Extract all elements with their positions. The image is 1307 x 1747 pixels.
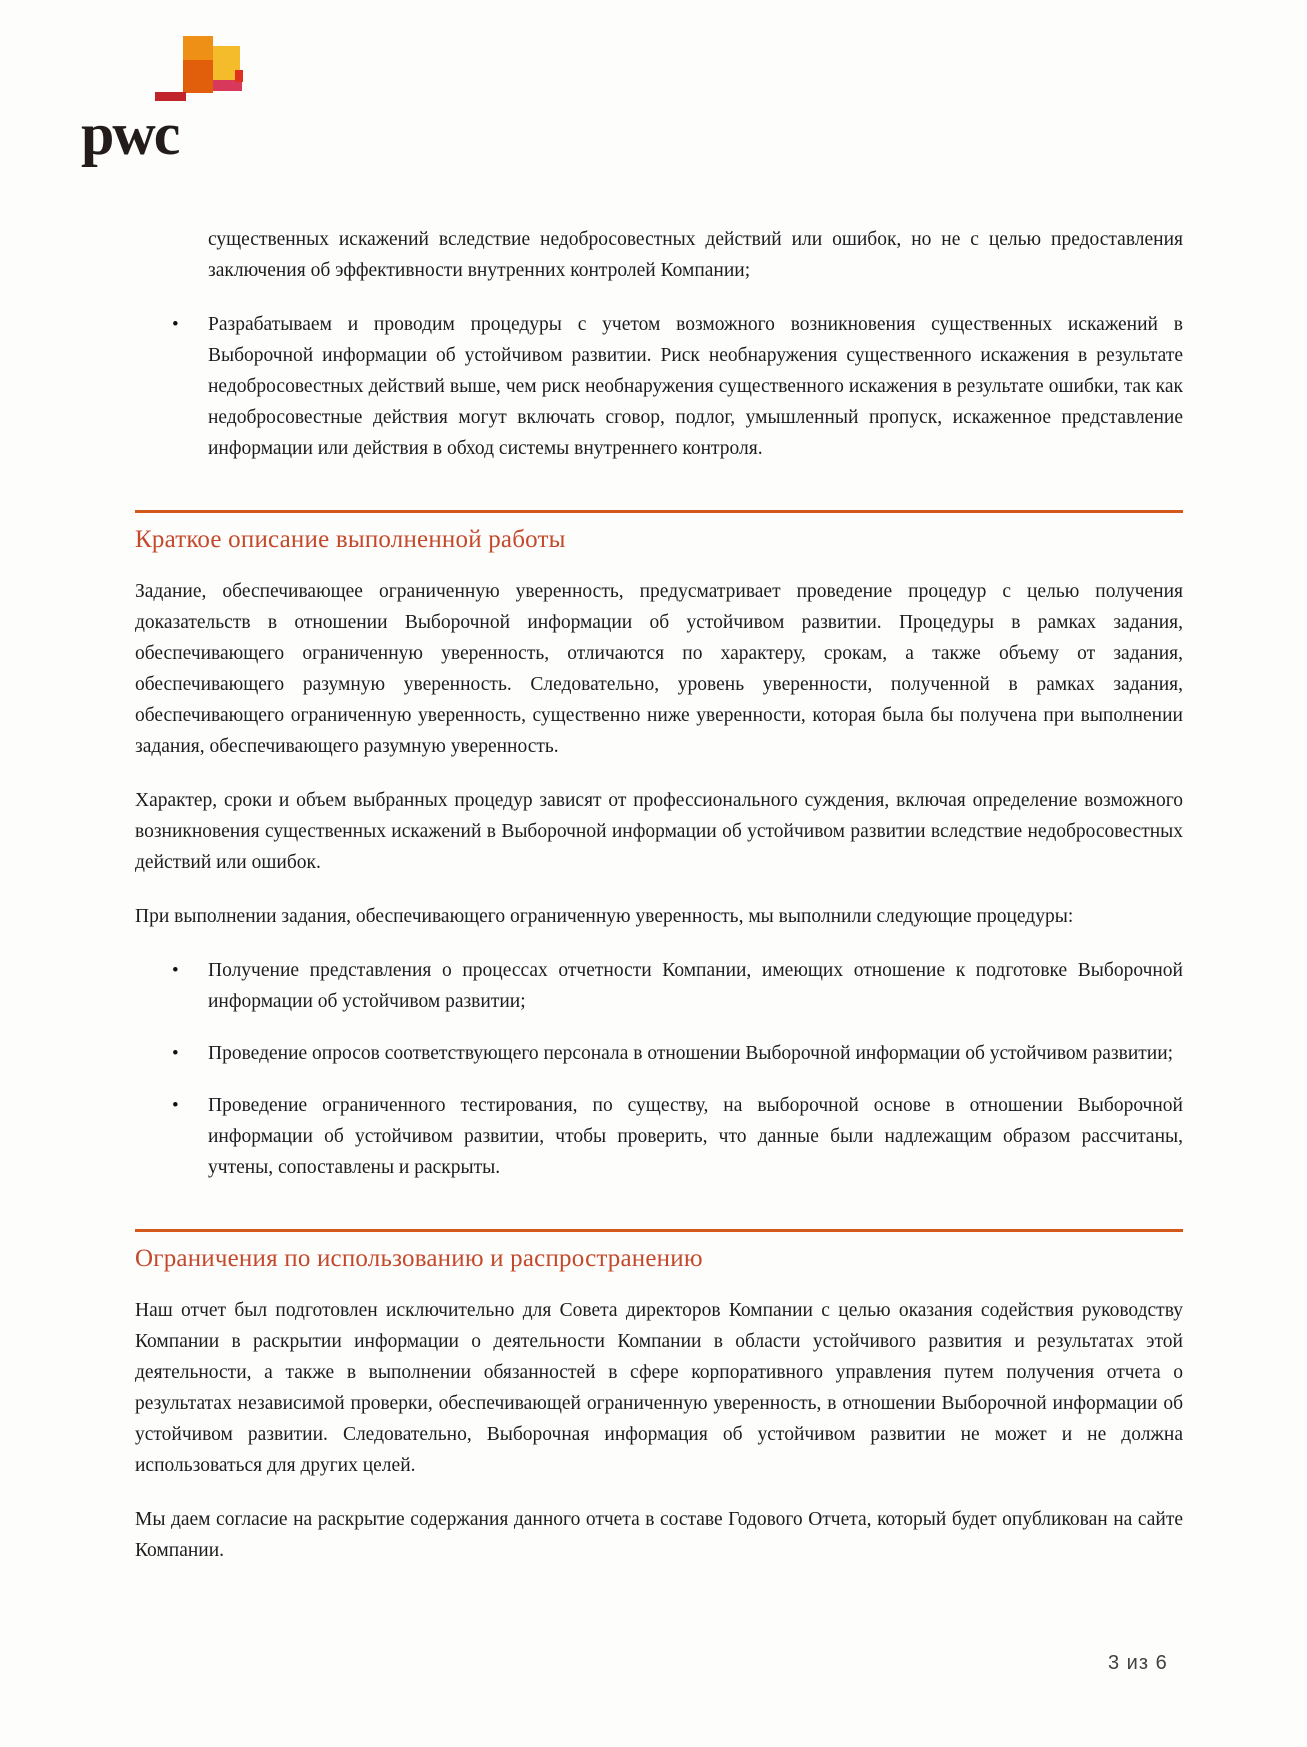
section-divider-line bbox=[135, 510, 1183, 513]
paragraph: Наш отчет был подготовлен исключительно для Совета директоров Компании с целью оказания содействия руководству Компании в раскрытии информации о деятельности Компании в области устойчивого развития и результатах этой деятельности, а также в выполнении обязанностей в сфере корпоративного управления путем получения отчета о результатах независимой проверки, обеспечивающей ограниченную уверенность, в отношении Выборочной информации об устойчивом развитии. Следовательно, Выборочная информация об устойчивом развитии не может и не должна использоваться для других целей. bbox=[135, 1300, 1183, 1476]
list-item-text: Разрабатываем и проводим процедуры с учетом возможного возникновения существенных искажений в Выборочной информации об устойчивом развитии. Риск необнаружения существенного искажения в результате недобросовестных действий выше, чем риск необнаружения существенного искажения в результате ошибки, так как недобросовестные действия могут включать сговор, подлог, умышленный пропуск, искаженное представление информации или действия в обход системы внутреннего контроля. bbox=[208, 314, 1183, 459]
document-body bbox=[135, 224, 1183, 1589]
section-divider-line bbox=[135, 1229, 1183, 1232]
list-item bbox=[135, 1090, 1183, 1183]
pwc-logo bbox=[75, 26, 265, 166]
procedures-list bbox=[135, 955, 1183, 1183]
paragraph: Мы даем согласие на раскрытие содержания данного отчета в составе Годового Отчета, который будет опубликован на сайте Компании. bbox=[135, 1509, 1183, 1561]
bullet-icon: • bbox=[172, 1095, 179, 1116]
section-heading: Ограничения по использованию и распространению bbox=[135, 1245, 703, 1272]
page-number: 3 из 6 bbox=[1108, 1652, 1168, 1674]
paragraph: При выполнении задания, обеспечивающего ограниченную уверенность, мы выполнили следующие процедуры: bbox=[135, 906, 1074, 927]
list-item-text: Проведение ограниченного тестирования, по существу, на выборочной основе в отношении Выборочной информации об устойчивом развитии, чтобы проверить, что данные были надлежащим образом рассчитаны, учтены, сопоставлены и раскрыты. bbox=[208, 1095, 1183, 1178]
bullet-icon: • bbox=[172, 1043, 179, 1064]
paragraph: Задание, обеспечивающее ограниченную уверенность, предусматривает проведение процедур с целью получения доказательств в отношении Выборочной информации об устойчивом развитии. Процедуры в рамках задания, обеспечивающего ограниченную уверенность, отличаются по характеру, срокам, а также объему от задания, обеспечивающего разумную уверенность. Следовательно, уровень уверенности, полученной в рамках задания, обеспечивающего ограниченную уверенность, существенно ниже уверенности, которая была бы получена при выполнении задания, обеспечивающего разумную уверенность. bbox=[135, 581, 1183, 757]
continuation-paragraph: существенных искажений вследствие недобросовестных действий или ошибок, но не с целью предоставления заключения об эффективности внутренних контролей Компании; bbox=[208, 229, 1183, 281]
list-item bbox=[135, 309, 1183, 464]
list-item-text: Проведение опросов соответствующего персонала в отношении Выборочной информации об устойчивом развитии; bbox=[208, 1043, 1174, 1064]
section-heading: Краткое описание выполненной работы bbox=[135, 526, 566, 553]
paragraph: Характер, сроки и объем выбранных процедур зависят от профессионального суждения, включая определение возможного возникновения существенных искажений в Выборочной информации об устойчивом развитии вследствие недобросовестных действий или ошибок. bbox=[135, 790, 1183, 873]
list-item bbox=[135, 955, 1183, 1017]
section-header-use-restrictions bbox=[135, 1229, 1183, 1275]
section-header-scope-of-work bbox=[135, 510, 1183, 556]
bullet-icon: • bbox=[172, 314, 179, 335]
pwc-wordmark: pwc bbox=[81, 101, 179, 167]
bullet-icon: • bbox=[172, 960, 179, 981]
list-item bbox=[135, 1038, 1183, 1069]
list-item-text: Получение представления о процессах отчетности Компании, имеющих отношение к подготовке Выборочной информации об устойчивом развитии; bbox=[208, 960, 1183, 1012]
